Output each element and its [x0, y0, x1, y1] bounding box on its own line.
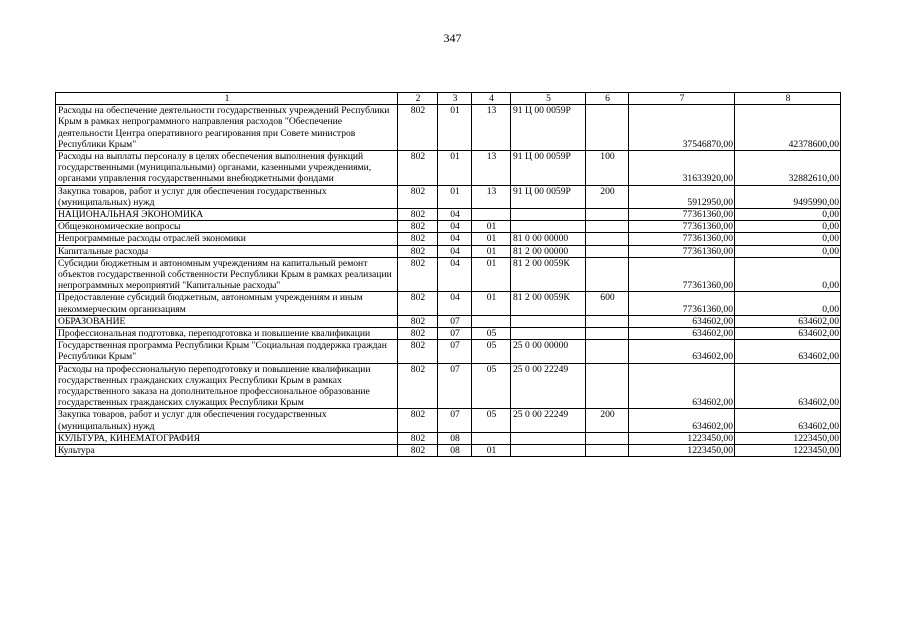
subsection-code-cell: 01: [472, 257, 511, 292]
expense-type-cell: [586, 209, 629, 221]
target-article-cell: 25 0 00 22249: [511, 363, 586, 409]
target-article-cell: [511, 328, 586, 340]
expense-type-cell: 200: [586, 185, 629, 208]
target-article-cell: [511, 221, 586, 233]
amount-cell-2: 0,00: [735, 257, 841, 292]
department-code-cell: 802: [398, 292, 438, 315]
target-article-cell: [511, 445, 586, 457]
target-article-cell: [511, 315, 586, 327]
section-code-cell: 08: [438, 432, 472, 444]
amount-cell-1: 634602,00: [629, 328, 735, 340]
amount-cell-2: 1223450,00: [735, 432, 841, 444]
section-code-cell: 07: [438, 315, 472, 327]
amount-cell-1: 634602,00: [629, 363, 735, 409]
target-article-cell: 25 0 00 00000: [511, 340, 586, 363]
table-row: [56, 209, 841, 221]
expense-type-cell: [586, 340, 629, 363]
table-row: [56, 257, 841, 292]
section-code-cell: 07: [438, 363, 472, 409]
expense-name-cell: ОБРАЗОВАНИЕ: [56, 315, 398, 327]
department-code-cell: 802: [398, 105, 438, 151]
amount-cell-1: 77361360,00: [629, 292, 735, 315]
amount-cell-1: 77361360,00: [629, 233, 735, 245]
column-header: 4: [472, 93, 511, 105]
department-code-cell: 802: [398, 209, 438, 221]
department-code-cell: 802: [398, 432, 438, 444]
department-code-cell: 802: [398, 328, 438, 340]
section-code-cell: 07: [438, 340, 472, 363]
amount-cell-1: 77361360,00: [629, 257, 735, 292]
amount-cell-2: 0,00: [735, 292, 841, 315]
target-article-cell: [511, 209, 586, 221]
section-code-cell: 04: [438, 245, 472, 257]
column-header: 7: [629, 93, 735, 105]
table-row: [56, 315, 841, 327]
amount-cell-1: 31633920,00: [629, 151, 735, 186]
amount-cell-2: 0,00: [735, 209, 841, 221]
amount-cell-1: 1223450,00: [629, 445, 735, 457]
column-header: 1: [56, 93, 398, 105]
expense-type-cell: [586, 445, 629, 457]
department-code-cell: 802: [398, 363, 438, 409]
table-row: [56, 328, 841, 340]
target-article-cell: 81 2 00 00000: [511, 245, 586, 257]
amount-cell-1: 634602,00: [629, 409, 735, 432]
amount-cell-2: 1223450,00: [735, 445, 841, 457]
table-header-row: [56, 93, 841, 105]
table-row: [56, 233, 841, 245]
expense-name-cell: Культура: [56, 445, 398, 457]
expense-type-cell: [586, 328, 629, 340]
table-row: [56, 245, 841, 257]
amount-cell-1: 77361360,00: [629, 221, 735, 233]
column-header: 2: [398, 93, 438, 105]
department-code-cell: 802: [398, 257, 438, 292]
subsection-code-cell: 01: [472, 292, 511, 315]
column-header: 6: [586, 93, 629, 105]
amount-cell-2: 634602,00: [735, 315, 841, 327]
subsection-code-cell: [472, 432, 511, 444]
amount-cell-2: 32882610,00: [735, 151, 841, 186]
expense-name-cell: Государственная программа Республики Крым "Социальная поддержка граждан Республики Крым": [56, 340, 398, 363]
expense-name-cell: КУЛЬТУРА, КИНЕМАТОГРАФИЯ: [56, 432, 398, 444]
amount-cell-2: 42378600,00: [735, 105, 841, 151]
target-article-cell: 81 0 00 00000: [511, 233, 586, 245]
amount-cell-2: 0,00: [735, 221, 841, 233]
expense-name-cell: Расходы на выплаты персоналу в целях обеспечения выполнения функций государственными (муниципальными) органами, казенными учреждениями, органами управления государственными внебюджетными фондами: [56, 151, 398, 186]
expense-type-cell: 200: [586, 409, 629, 432]
amount-cell-1: 5912950,00: [629, 185, 735, 208]
subsection-code-cell: 13: [472, 105, 511, 151]
target-article-cell: 81 2 00 0059К: [511, 257, 586, 292]
table-row: [56, 151, 841, 186]
amount-cell-1: 37546870,00: [629, 105, 735, 151]
expense-type-cell: [586, 105, 629, 151]
table-row: [56, 432, 841, 444]
section-code-cell: 04: [438, 233, 472, 245]
amount-cell-2: 634602,00: [735, 340, 841, 363]
section-code-cell: 01: [438, 151, 472, 186]
section-code-cell: 07: [438, 328, 472, 340]
column-header: 3: [438, 93, 472, 105]
table-row: [56, 221, 841, 233]
amount-cell-2: 634602,00: [735, 409, 841, 432]
table-row: [56, 340, 841, 363]
expense-name-cell: Непрограммные расходы отраслей экономики: [56, 233, 398, 245]
subsection-code-cell: 05: [472, 328, 511, 340]
expense-name-cell: Расходы на обеспечение деятельности государственных учреждений Республики Крым в рамках непрограммного направления расходов "Обеспечение деятельности Центра оперативного реагирования при Совете министров Республики Крым": [56, 105, 398, 151]
table-row: [56, 409, 841, 432]
expense-type-cell: [586, 315, 629, 327]
subsection-code-cell: 01: [472, 221, 511, 233]
amount-cell-2: 634602,00: [735, 328, 841, 340]
expense-name-cell: Профессиональная подготовка, переподготовка и повышение квалификации: [56, 328, 398, 340]
section-code-cell: 08: [438, 445, 472, 457]
subsection-code-cell: 05: [472, 363, 511, 409]
target-article-cell: 91 Ц 00 0059Р: [511, 105, 586, 151]
section-code-cell: 01: [438, 105, 472, 151]
expense-type-cell: 600: [586, 292, 629, 315]
subsection-code-cell: [472, 209, 511, 221]
expense-name-cell: Субсидии бюджетным и автономным учреждениям на капитальный ремонт объектов государственной собственности Республики Крым в рамках реализации непрограммных мероприятий "Капитальные расходы": [56, 257, 398, 292]
column-header: 5: [511, 93, 586, 105]
subsection-code-cell: 05: [472, 340, 511, 363]
department-code-cell: 802: [398, 409, 438, 432]
expense-name-cell: Общеэкономические вопросы: [56, 221, 398, 233]
column-header: 8: [735, 93, 841, 105]
table-row: [56, 292, 841, 315]
subsection-code-cell: 01: [472, 233, 511, 245]
expense-type-cell: [586, 233, 629, 245]
subsection-code-cell: 13: [472, 151, 511, 186]
expense-type-cell: 100: [586, 151, 629, 186]
table-row: [56, 185, 841, 208]
table-row: [56, 105, 841, 151]
target-article-cell: 91 Ц 00 0059Р: [511, 185, 586, 208]
subsection-code-cell: 13: [472, 185, 511, 208]
expense-type-cell: [586, 363, 629, 409]
department-code-cell: 802: [398, 445, 438, 457]
department-code-cell: 802: [398, 315, 438, 327]
expense-name-cell: Закупка товаров, работ и услуг для обеспечения государственных (муниципальных) нужд: [56, 185, 398, 208]
expense-type-cell: [586, 432, 629, 444]
expense-type-cell: [586, 257, 629, 292]
expense-name-cell: Предоставление субсидий бюджетным, автономным учреждениям и иным некоммерческим организациям: [56, 292, 398, 315]
budget-table: [55, 92, 841, 457]
amount-cell-1: 77361360,00: [629, 209, 735, 221]
department-code-cell: 802: [398, 151, 438, 186]
expense-name-cell: Закупка товаров, работ и услуг для обеспечения государственных (муниципальных) нужд: [56, 409, 398, 432]
section-code-cell: 07: [438, 409, 472, 432]
department-code-cell: 802: [398, 233, 438, 245]
section-code-cell: 04: [438, 257, 472, 292]
subsection-code-cell: 01: [472, 245, 511, 257]
amount-cell-1: 1223450,00: [629, 432, 735, 444]
amount-cell-1: 634602,00: [629, 315, 735, 327]
department-code-cell: 802: [398, 221, 438, 233]
amount-cell-2: 634602,00: [735, 363, 841, 409]
section-code-cell: 01: [438, 185, 472, 208]
table-row: [56, 363, 841, 409]
section-code-cell: 04: [438, 221, 472, 233]
department-code-cell: 802: [398, 245, 438, 257]
subsection-code-cell: [472, 315, 511, 327]
expense-name-cell: НАЦИОНАЛЬНАЯ ЭКОНОМИКА: [56, 209, 398, 221]
amount-cell-1: 77361360,00: [629, 245, 735, 257]
table-row: [56, 445, 841, 457]
target-article-cell: 91 Ц 00 0059Р: [511, 151, 586, 186]
department-code-cell: 802: [398, 340, 438, 363]
expense-type-cell: [586, 245, 629, 257]
amount-cell-2: 0,00: [735, 245, 841, 257]
expense-type-cell: [586, 221, 629, 233]
amount-cell-2: 0,00: [735, 233, 841, 245]
subsection-code-cell: 01: [472, 445, 511, 457]
page-number: 347: [443, 31, 462, 45]
amount-cell-2: 9495990,00: [735, 185, 841, 208]
target-article-cell: 25 0 00 22249: [511, 409, 586, 432]
amount-cell-1: 634602,00: [629, 340, 735, 363]
target-article-cell: [511, 432, 586, 444]
subsection-code-cell: 05: [472, 409, 511, 432]
expense-name-cell: Расходы на профессиональную переподготовку и повышение квалификации государственных гражданских служащих Республики Крым в рамках государственного заказа на дополнительное профессиональное образование государственных гражданских служащих Республики Крым: [56, 363, 398, 409]
expense-name-cell: Капитальные расходы: [56, 245, 398, 257]
table-body: [56, 93, 841, 457]
department-code-cell: 802: [398, 185, 438, 208]
target-article-cell: 81 2 00 0059К: [511, 292, 586, 315]
section-code-cell: 04: [438, 209, 472, 221]
section-code-cell: 04: [438, 292, 472, 315]
